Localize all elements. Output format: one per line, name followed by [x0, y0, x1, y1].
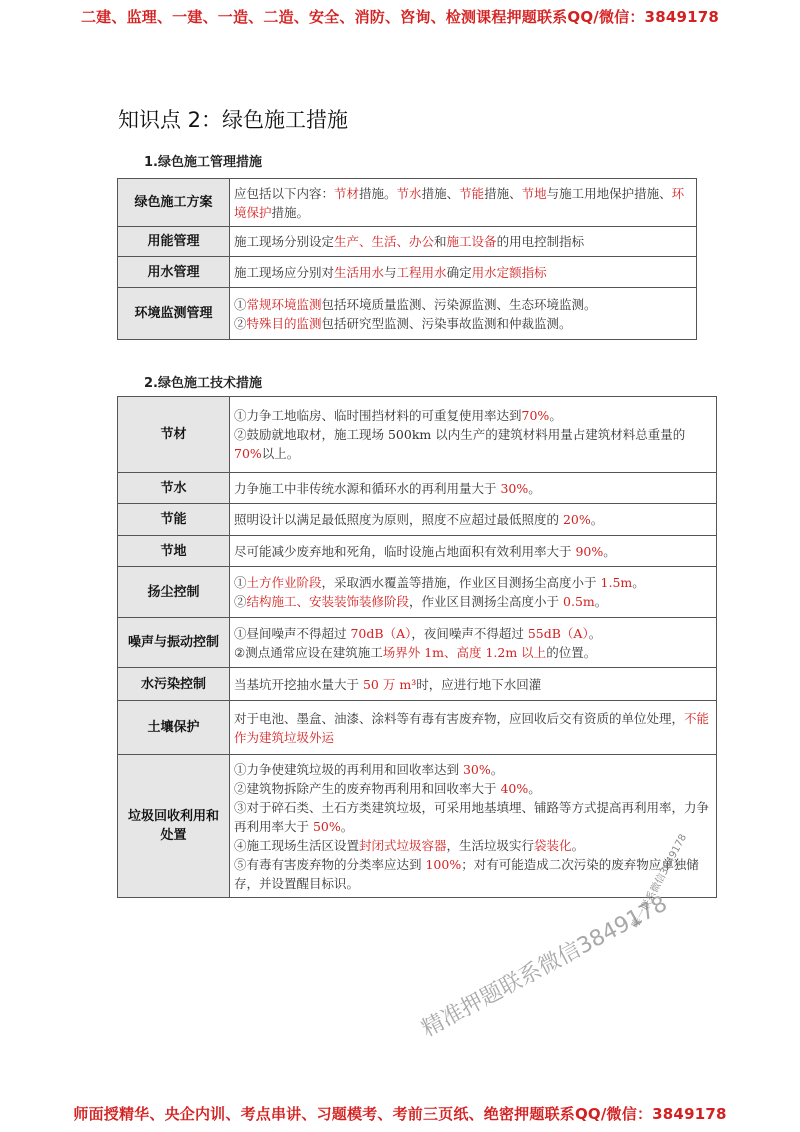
body-text: ，生活垃圾实行 [446, 837, 535, 853]
highlight-text: 土方作业阶段 [246, 575, 322, 590]
body-text: 与 [384, 264, 397, 280]
row-label: 绿色施工方案 [118, 179, 230, 227]
body-text: ④施工现场生活区设置 [234, 837, 360, 853]
table-row [118, 179, 697, 227]
highlight-text: 30% [500, 480, 529, 496]
row-label: 用能管理 [118, 227, 230, 257]
highlight-text: 30% [462, 761, 491, 777]
top-banner: 二建、监理、一建、一造、二造、安全、消防、咨询、检测课程押题联系QQ/微信：3849178 [80, 8, 720, 26]
body-text: 措施。 [271, 204, 310, 220]
body-text: ② [234, 594, 247, 609]
row-content [230, 227, 697, 257]
row-label: 节水 [118, 473, 230, 504]
body-text: 。 [590, 512, 604, 527]
row-content [230, 504, 717, 536]
body-text: ，采取洒水覆盖等措施，作业区目测扬尘高度小于 [321, 575, 601, 590]
table-row [118, 397, 717, 473]
body-text: 包括环境质量监测、污染源监测、生态环境监测。 [321, 296, 597, 312]
highlight-text: 70% [521, 408, 550, 423]
body-text: 时，应进行地下水回灌 [416, 676, 542, 692]
body-text: 对于电池、墨盒、油漆、涂料等有毒有害废弃物，应回收后交有资质的单位处理， [234, 710, 685, 726]
row-content [230, 257, 697, 288]
row-label: 用水管理 [118, 257, 230, 288]
highlight-text: 40% [500, 780, 529, 796]
highlight-text: 0.5m [563, 594, 595, 609]
bottom-banner: 师面授精华、央企内训、考点串讲、习题模考、考前三页纸、绝密押题联系QQ/微信：3849178 [73, 1105, 727, 1123]
body-text: 的位置。 [546, 644, 597, 660]
highlight-text: 工程用水 [396, 264, 447, 280]
body-text: ②鼓励就地取材，施工现场 500km 以内生产的建筑材料用量占建筑材料总重量的 [234, 427, 686, 442]
highlight-text: 50 万 m³ [362, 676, 417, 692]
body-text: ② [234, 315, 247, 331]
row-label: 环境监测管理 [118, 288, 230, 340]
highlight-text: 生活用水 [334, 264, 385, 280]
highlight-text: 70% [234, 446, 262, 461]
body-text: 以上。 [261, 446, 300, 461]
body-text: 当基坑开挖抽水量大于 [234, 676, 363, 692]
table-row [118, 755, 717, 898]
body-text: 。 [603, 543, 616, 559]
row-content [230, 567, 717, 618]
section-1-title: 1.绿色施工管理措施 [144, 155, 262, 170]
row-label: 节材 [118, 397, 230, 473]
body-text: 措施、 [484, 185, 522, 201]
table-row [118, 257, 697, 288]
highlight-text: 用水定额指标 [471, 264, 547, 280]
body-text: 。 [594, 594, 608, 609]
body-text: 。 [528, 780, 541, 796]
body-text: ②测点通常应设在建筑施工 [234, 644, 383, 660]
body-text: 照明设计以满足最低照度为原则，照度不应超过最低照度的 [234, 512, 563, 527]
highlight-text: 不能作为建筑垃圾外运 [234, 710, 710, 745]
highlight-text: 节能 [459, 185, 485, 201]
body-text: 尽可能减少废弃地和死角，临时设施占地面积有效利用率大于 [234, 543, 576, 559]
body-text: ②建筑物拆除产生的废弃物再利用和回收率大于 [234, 780, 501, 796]
highlight-text: 特殊目的监测 [246, 315, 322, 331]
row-content [230, 618, 717, 668]
highlight-text: 节地 [521, 185, 547, 201]
body-text: 。 [490, 761, 504, 777]
technology-table [117, 396, 717, 898]
table-row [118, 473, 717, 504]
highlight-text: 结构施工、安装装饰装修阶段 [246, 594, 410, 609]
body-text: ③对于碎石类、土石方类建筑垃圾，可采用地基填埋、铺路等方式提高再利用率，力争再利用率大于 [234, 799, 710, 834]
table-row [118, 227, 697, 257]
row-label: 节能 [118, 504, 230, 536]
row-label: 土壤保护 [118, 701, 230, 755]
row-label: 水污染控制 [118, 668, 230, 701]
body-text: 确定 [446, 264, 472, 280]
body-text: ①昼间噪声不得超过 [234, 625, 351, 641]
body-text: 。 [571, 837, 585, 853]
highlight-text: 55dB（A） [527, 625, 589, 641]
row-label: 节地 [118, 536, 230, 567]
body-text: 。 [549, 408, 562, 423]
body-text: 措施。 [359, 185, 397, 201]
highlight-text: 1.5m [600, 575, 633, 590]
body-text: ① [234, 296, 247, 312]
highlight-text: 节材 [334, 185, 360, 201]
body-text: ，夜间噪声不得超过 [411, 625, 528, 641]
body-text: 措施、 [421, 185, 460, 201]
body-text: 施工现场分别设定 [234, 234, 335, 249]
highlight-text: 环境保护 [234, 185, 685, 220]
body-text: 和 [434, 234, 447, 249]
table-row [118, 536, 717, 567]
highlight-text: 场界外 1m、高度 1.2m 以上 [382, 644, 547, 660]
row-content [230, 473, 717, 504]
row-label: 噪声与振动控制 [118, 618, 230, 668]
highlight-text: 20% [562, 512, 591, 527]
page-title: 知识点 2：绿色施工措施 [118, 108, 349, 132]
body-text: 施工现场应分别对 [234, 264, 335, 280]
table-row [118, 504, 717, 536]
row-content [230, 755, 717, 898]
row-label: 垃圾回收利用和处置 [118, 755, 230, 898]
row-content [230, 397, 717, 473]
table-row [118, 668, 717, 701]
body-text: ；对有可能造成二次污染的废弃物应单独储存，并设置醒目标识。 [234, 856, 699, 891]
row-content [230, 701, 717, 755]
highlight-text: 50% [312, 818, 341, 834]
body-text: 。 [632, 575, 645, 590]
row-label: 扬尘控制 [118, 567, 230, 618]
highlight-text: 生产、生活、办公 [334, 234, 435, 249]
watermark-small: 唯一联系微信3849178 [630, 832, 690, 930]
body-text: ，作业区目测扬尘高度小于 [409, 594, 564, 609]
body-text: 。 [588, 625, 602, 641]
table-row [118, 567, 717, 618]
highlight-text: 常规环境监测 [246, 296, 322, 312]
highlight-text: 100% [425, 856, 462, 872]
body-text: 。 [528, 480, 541, 496]
row-content [230, 668, 717, 701]
section-2-title: 2.绿色施工技术措施 [144, 376, 262, 391]
highlight-text: 70dB（A） [350, 625, 412, 641]
body-text: 与施工用地保护措施、 [546, 185, 672, 201]
highlight-text: 施工设备 [446, 234, 497, 249]
body-text: 应包括以下内容： [234, 185, 335, 201]
body-text: ①力争工地临房、临时围挡材料的可重复使用率达到 [234, 408, 522, 423]
body-text: 力争施工中非传统水源和循环水的再利用量大于 [234, 480, 501, 496]
row-content [230, 288, 697, 340]
body-text: 。 [340, 818, 354, 834]
table-row [118, 618, 717, 668]
watermark-text: 精准押题联系微信3849178 [417, 891, 672, 1043]
body-text: ①力争使建筑垃圾的再利用和回收率达到 [234, 761, 463, 777]
management-table [117, 178, 697, 340]
highlight-text: 袋装化 [534, 837, 572, 853]
table-row [118, 701, 717, 755]
table-row [118, 288, 697, 340]
highlight-text: 封闭式垃圾容器 [359, 837, 447, 853]
body-text: ⑤有毒有害废弃物的分类率应达到 [234, 856, 426, 872]
highlight-text: 节水 [396, 185, 422, 201]
body-text: 包括研究型监测、污染事故监测和仲裁监测。 [321, 315, 572, 331]
row-content [230, 536, 717, 567]
body-text: 的用电控制指标 [496, 234, 585, 249]
row-content [230, 179, 697, 227]
body-text: ① [234, 575, 247, 590]
highlight-text: 90% [575, 543, 604, 559]
